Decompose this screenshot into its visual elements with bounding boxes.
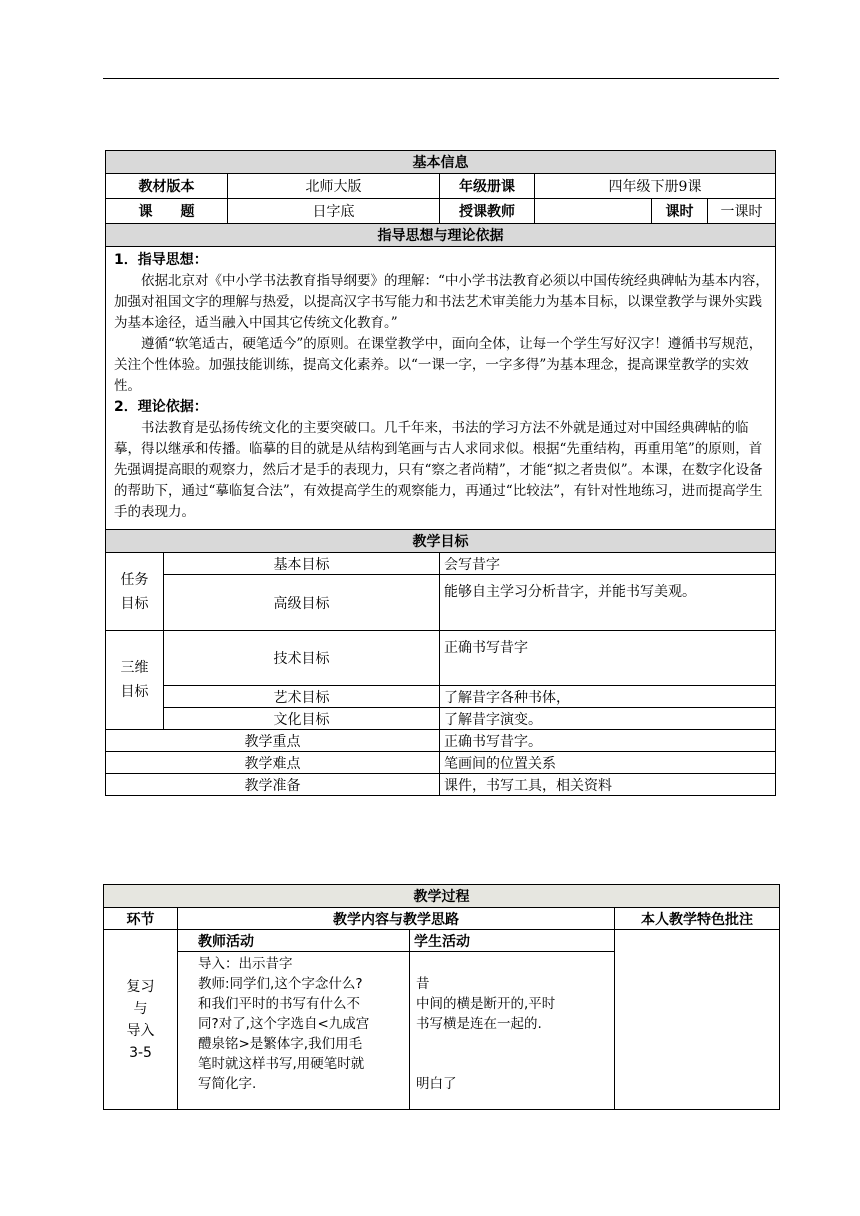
- hours-value: 一课时: [708, 199, 776, 224]
- preparation-value: 课件，书写工具，相关资料: [440, 774, 776, 796]
- student-line: 书写横是连在一起的.: [416, 1016, 542, 1032]
- guidance-paragraph: 遵循“软笔适古，硬笔适今”的原则。在课堂教学中，面向全体，让每一个学生写好汉字！遵循书写规范，关注个性体验。加强技能训练，提高文化素养。以“一课一字，一字多得”为基本理念，提高课堂教学的实效性。: [114, 336, 763, 394]
- stage-line: 复习: [126, 978, 155, 995]
- teacher-label: 授课教师: [440, 199, 535, 224]
- notes-column-header: 本人教学特色批注: [615, 908, 780, 930]
- stage-column-header: 环节: [104, 908, 178, 930]
- guidance-paragraph: 依据北京对《中小学书法教育指导纲要》的理解：“中小学书法教育必须以中国传统经典碑帖为基本内容，加强对祖国文字的理解与热爱，以提高汉字书写能力和书法艺术审美能力为基本目标，以课堂教学与课外实践为基本途径，适当融入中国其它传统文化教育。”: [114, 273, 769, 331]
- culture-objective-value: 了解昔字演变。: [440, 708, 776, 730]
- teacher-line: 写简化字.: [198, 1076, 257, 1092]
- key-point-label: 教学重点: [106, 730, 440, 752]
- process-header: 教学过程: [104, 885, 780, 908]
- teacher-line: 教师:同学们,这个字念什么?: [198, 976, 363, 992]
- notes-cell: [615, 930, 780, 1110]
- stage-cell: [104, 930, 178, 1110]
- preparation-label: 教学准备: [106, 774, 440, 796]
- teacher-line: 导入：出示昔字: [198, 956, 293, 972]
- teacher-value: [535, 199, 652, 224]
- difficulty-value: 笔画间的位置关系: [440, 752, 776, 774]
- teacher-activity-cell: [178, 952, 410, 1110]
- student-line: [416, 1034, 610, 1054]
- teacher-line: 醴泉铭>是繁体字,我们用毛: [198, 1036, 363, 1052]
- textbook-label: 教材版本: [106, 174, 228, 199]
- content-column-header: 教学内容与教学思路: [178, 908, 615, 930]
- three-dimension-objectives-group: 三维 目标: [106, 631, 164, 730]
- topic-label: 课 题: [106, 199, 228, 224]
- guidance-paragraph: 书法教育是弘扬传统文化的主要突破口。几千年来，书法的学习方法不外就是通过对中国经典碑帖的临摹，得以继承和传播。临摹的目的就是从结构到笔画与古人求同求似。根据“先重结构，再重用笔”的原则，首先强调提高眼的观察力，然后才是手的表现力，只有“察之者尚精”，才能“拟之者贵似”。本课，在数字化设备的帮助下，通过“摹临复合法”，有效提高学生的观察能力，再通过“比较法”，有针对性地练习，进而提高学生手的表现力。: [114, 420, 763, 520]
- objectives-header: 教学目标: [106, 530, 776, 553]
- hours-label: 课时: [652, 199, 708, 224]
- guidance-section-2-title: 2．理论依据：: [114, 399, 208, 415]
- task-objectives-group: 任务 目标: [106, 553, 164, 631]
- tech-objective-label: 技术目标: [164, 631, 440, 686]
- topic-value: 日字底: [228, 199, 440, 224]
- key-point-value: 正确书写昔字。: [440, 730, 776, 752]
- tech-objective-value: 正确书写昔字: [440, 631, 776, 686]
- guidance-section-1-title: 1．指导思想：: [114, 252, 208, 268]
- art-objective-label: 艺术目标: [164, 686, 440, 708]
- student-activity-header: 学生活动: [410, 930, 615, 952]
- stage-line: 导入: [126, 1022, 155, 1039]
- teaching-process-table: [103, 884, 780, 1110]
- advanced-objective-label: 高级目标: [164, 575, 440, 631]
- stage-line: 3-5: [129, 1044, 152, 1061]
- advanced-objective-value: 能够自主学习分析昔字，并能书写美观。: [440, 575, 776, 631]
- art-objective-value: 了解昔字各种书体，: [440, 686, 776, 708]
- header-rule: [103, 78, 779, 79]
- teacher-line: 笔时就这样书写,用硬笔时就: [198, 1056, 365, 1072]
- textbook-value: 北师大版: [228, 174, 440, 199]
- difficulty-label: 教学难点: [106, 752, 440, 774]
- teacher-line: 同?对了,这个字选自<九成宫: [198, 1016, 370, 1032]
- student-line: 昔: [416, 976, 430, 992]
- student-line: [416, 954, 610, 974]
- culture-objective-label: 文化目标: [164, 708, 440, 730]
- stage-line: 与: [133, 1000, 148, 1017]
- teacher-line: 和我们平时的书写有什么不: [198, 996, 360, 1012]
- student-line: 明白了: [416, 1076, 457, 1092]
- lesson-info-table: [105, 150, 776, 796]
- basic-info-header: 基本信息: [106, 151, 776, 174]
- teacher-activity-header: 教师活动: [178, 930, 410, 952]
- grade-value: 四年级下册9课: [535, 174, 776, 199]
- basic-objective-label: 基本目标: [164, 553, 440, 575]
- student-line: [416, 1054, 610, 1074]
- grade-label: 年级册课: [440, 174, 535, 199]
- student-line: 中间的横是断开的,平时: [416, 996, 556, 1012]
- guidance-body: [106, 247, 776, 530]
- guidance-header: 指导思想与理论依据: [106, 224, 776, 247]
- basic-objective-value: 会写昔字: [440, 553, 776, 575]
- student-activity-cell: [410, 952, 615, 1110]
